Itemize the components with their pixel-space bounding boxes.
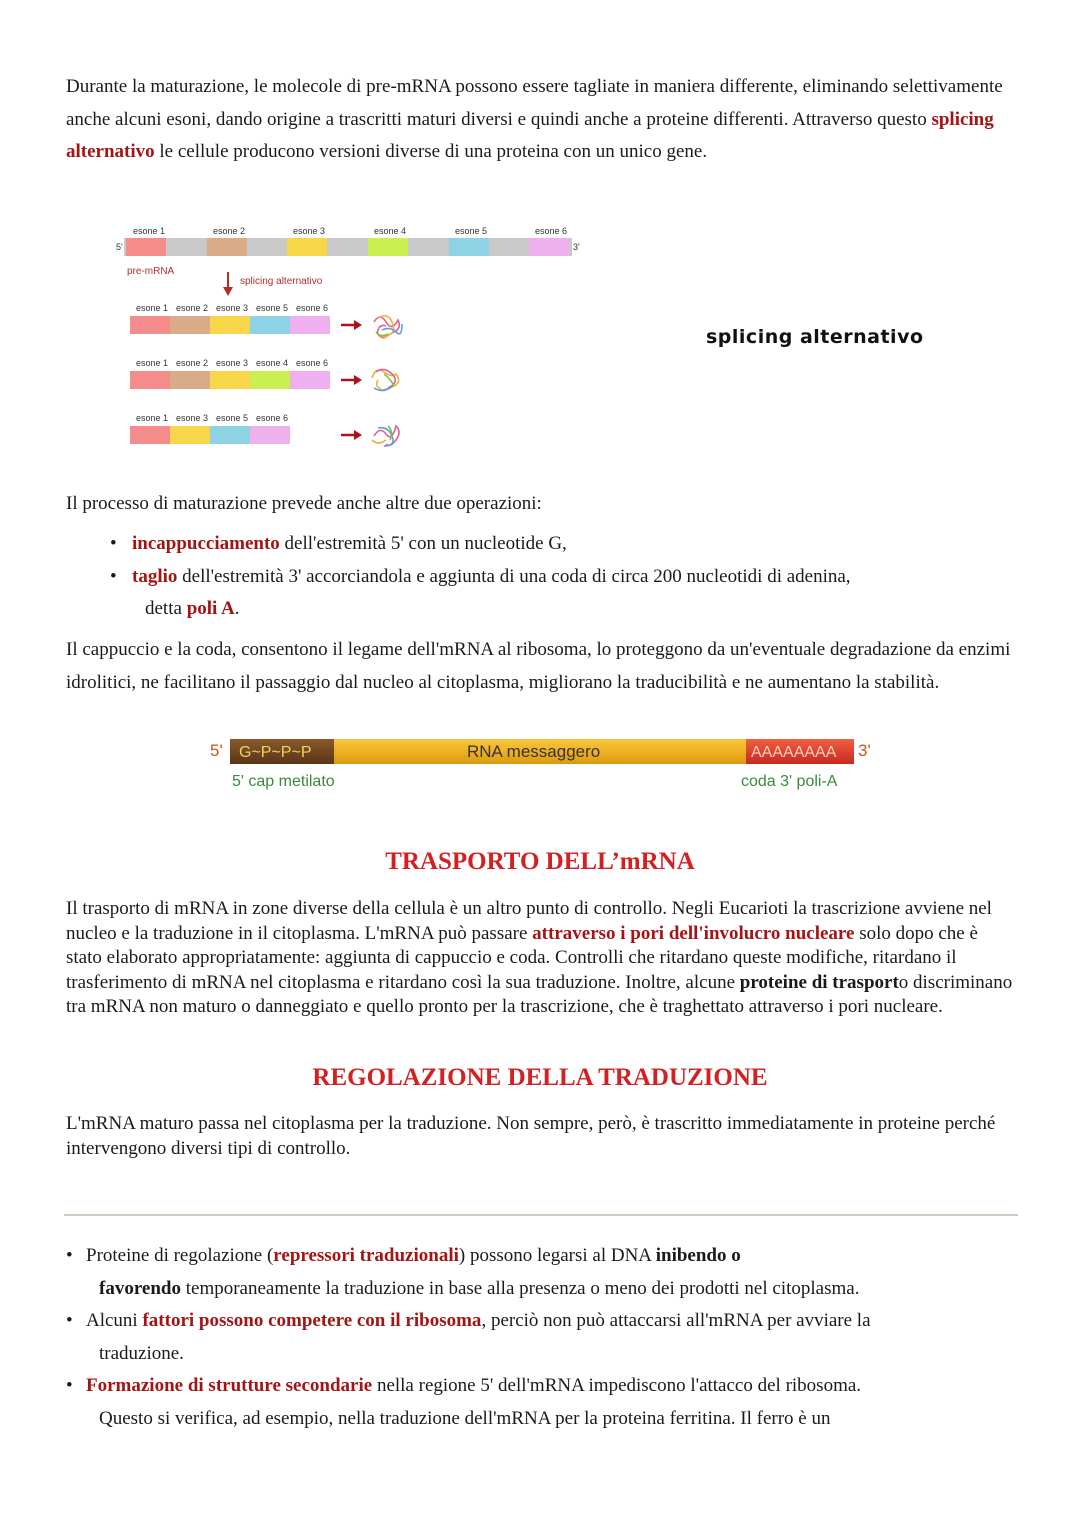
- list-item: • Proteine di regolazione (repressori traduzionali) possono legarsi al DNA inibendo o favorendo temporaneamente la traduzione in base alla presenza o meno dei prodotti nel citoplasma.: [66, 1245, 860, 1299]
- highlight-strutture: Formazione di strutture secondarie: [86, 1375, 373, 1396]
- variant3-exon: [210, 426, 250, 444]
- three-prime-label: 3': [573, 242, 580, 252]
- premrna-exon-1: [126, 238, 166, 256]
- highlight-repressori: repressori traduzionali: [273, 1245, 459, 1266]
- variant2-exon-label: esone 6: [296, 358, 329, 368]
- maturation-list: [112, 528, 1012, 626]
- variant1-exon: [250, 316, 290, 334]
- premrna-label: pre-mRNA: [127, 266, 175, 277]
- variant2-exon-label: esone 4: [256, 358, 289, 368]
- highlight-poli-a: poli A: [186, 598, 235, 619]
- text: temporaneamente la traduzione in base alla presenza o meno dei prodotti nel citoplasma.: [180, 1277, 860, 1299]
- variant3-exon: [250, 426, 290, 444]
- protein-icon: [372, 369, 399, 390]
- bold-text: inibendo o: [655, 1245, 741, 1266]
- premrna-bar: [124, 238, 572, 256]
- text: , perciò non può attaccarsi all'mRNA per avviare la: [481, 1310, 871, 1331]
- premrna-exon-6: [529, 238, 569, 256]
- text: traduzione.: [99, 1342, 184, 1364]
- divider: [64, 1214, 1018, 1216]
- bold-proteine-trasporto: proteine di trasport: [739, 971, 899, 993]
- arrow-icon: [341, 375, 362, 385]
- premrna-exon-label: esone 5: [455, 226, 488, 236]
- variant3-exon-label: esone 6: [256, 413, 289, 423]
- cap-text: G~P~P~P: [239, 744, 312, 761]
- variant1-exon-label: esone 2: [176, 303, 209, 313]
- text: detta: [145, 598, 187, 619]
- text: Alcuni: [86, 1310, 143, 1331]
- intro-paragraph: [66, 71, 1016, 169]
- variant2-exon: [170, 371, 210, 389]
- variant2-exon-label: esone 2: [176, 358, 209, 368]
- highlight-incappucciamento: incappucciamento: [132, 533, 280, 554]
- five-prime-label: 5': [210, 741, 223, 760]
- three-prime-label: 3': [858, 741, 871, 760]
- highlight-pori: attraverso i pori dell'involucro nucleare: [532, 922, 855, 944]
- list-item: • Formazione di strutture secondarie nella regione 5' dell'mRNA impediscono l'attacco del ribosoma. Questo si verifica, ad esempio, nella traduzione dell'mRNA per la proteina ferritina. Il ferro è un: [66, 1375, 862, 1429]
- cap-tail-paragraph: Il cappuccio e la coda, consentono il legame dell'mRNA al ribosoma, lo proteggono da un'eventuale degradazione da enzimi idrolitici, ne facilitano il passaggio dal nucleo al citoplasma, migliorano la traducibilità e ne aumentano la stabilità.: [66, 639, 1011, 693]
- variant3-exon-label: esone 1: [136, 413, 169, 423]
- premrna-exon-label: esone 1: [133, 226, 166, 236]
- heading-trasporto: TRASPORTO DELL’mRNA: [385, 848, 695, 875]
- text: o discriminano tra mRNA non maturo o danneggiato e quello pronto per la trascrizione, che è traghettato attraverso i pori nucleare.: [66, 971, 1013, 1017]
- cap-caption: 5' cap metilato: [232, 773, 335, 790]
- arrow-icon: [341, 430, 362, 440]
- mrna-body-text: RNA messaggero: [467, 742, 601, 761]
- variant2-exon: [290, 371, 330, 389]
- variant2-exon: [210, 371, 250, 389]
- mrna-diagram: [205, 736, 885, 796]
- text: nella regione 5' dell'mRNA impediscono l'attacco del ribosoma.: [372, 1375, 862, 1396]
- text: .: [234, 598, 240, 619]
- variant3-exon: [130, 426, 170, 444]
- tail-caption: coda 3' poli-A: [741, 773, 838, 790]
- regulation-list: [66, 1240, 1016, 1435]
- variant1-exon-label: esone 5: [256, 303, 289, 313]
- text: Proteine di regolazione (: [86, 1245, 274, 1266]
- text: dell'estremità 3' accorciandola e aggiunta di una coda di circa 200 nucleotidi di adenina,: [177, 565, 851, 587]
- premrna-exon-2: [207, 238, 247, 256]
- variant2-exon-label: esone 1: [136, 358, 169, 368]
- premrna-exon-label: esone 2: [213, 226, 246, 236]
- splicing-arrowhead: [223, 287, 233, 296]
- text: Durante la maturazione, le molecole di pre-mRNA possono essere tagliate in maniera differente, eliminando selettivamente anche alcuni esoni, dando origine a trascritti maturi diversi e quindi anche a proteine differenti. Attraverso questo: [66, 76, 1003, 130]
- variant3-exon-label: esone 3: [176, 413, 209, 423]
- highlight-splicing-alternativo: splicing alternativo: [66, 108, 994, 162]
- maturation-intro: Il processo di maturazione prevede anche altre due operazioni:: [66, 493, 542, 514]
- bold-text: favorendo: [99, 1277, 181, 1299]
- list-item: • incappucciamento dell'estremità 5' con un nucleotide G,: [110, 533, 567, 554]
- five-prime-label: 5': [116, 242, 123, 252]
- text: dell'estremità 5' con un nucleotide G,: [279, 533, 567, 554]
- variant1-exon: [210, 316, 250, 334]
- variant2-exon-label: esone 3: [216, 358, 249, 368]
- premrna-exon-label: esone 3: [293, 226, 326, 236]
- variant1-exon: [170, 316, 210, 334]
- list-item: • Alcuni fattori possono competere con il ribosoma, perciò non può attaccarsi all'mRNA per avviare la traduzione.: [66, 1310, 871, 1364]
- variant1-exon: [290, 316, 330, 334]
- splicing-arrow-label: splicing alternativo: [240, 276, 323, 287]
- text: Il trasporto di mRNA in zone diverse della cellula è un altro punto di controllo. Negli Eucarioti la trascrizione avviene nel nucleo e la traduzione in il citoplasma. L'mRNA può passare: [66, 898, 992, 944]
- text: Questo si verifica, ad esempio, nella traduzione dell'mRNA per la proteina ferritina. Il ferro è un: [99, 1407, 831, 1429]
- text: ) possono legarsi al DNA: [458, 1245, 656, 1266]
- variant3-exon-label: esone 5: [216, 413, 249, 423]
- text: le cellule producono versioni diverse di una proteina con un unico gene.: [154, 141, 708, 162]
- premrna-exon-3: [287, 238, 327, 256]
- variant1-exon-label: esone 3: [216, 303, 249, 313]
- transport-paragraph: [66, 897, 1016, 1020]
- arrow-icon: [341, 320, 362, 330]
- splicing-caption: splicing alternativo: [706, 326, 924, 348]
- tail-text: AAAAAAAA: [751, 744, 837, 761]
- regulation-paragraph: L'mRNA maturo passa nel citoplasma per la traduzione. Non sempre, però, è trascritto immediatamente in proteine perché intervengono diversi tipi di controllo.: [66, 1113, 996, 1159]
- variant1-exon-label: esone 1: [136, 303, 169, 313]
- protein-icon: [374, 316, 402, 338]
- premrna-exon-label: esone 4: [374, 226, 407, 236]
- highlight-taglio: taglio: [132, 565, 178, 587]
- variant1-exon: [130, 316, 170, 334]
- list-item: • taglio dell'estremità 3' accorciandola e aggiunta di una coda di circa 200 nucleotidi di adenina, detta poli A.: [110, 565, 851, 619]
- premrna-exon-5: [449, 238, 489, 256]
- variant3-exon: [170, 426, 210, 444]
- variant2-exon: [130, 371, 170, 389]
- premrna-exon-label: esone 6: [535, 226, 568, 236]
- protein-icon: [372, 426, 399, 446]
- heading-regolazione: REGOLAZIONE DELLA TRADUZIONE: [312, 1064, 768, 1091]
- highlight-fattori: fattori possono competere con il ribosoma: [142, 1310, 482, 1331]
- splicing-diagram: [112, 222, 582, 457]
- premrna-exon-4: [368, 238, 408, 256]
- variant1-exon-label: esone 6: [296, 303, 329, 313]
- variant2-exon: [250, 371, 290, 389]
- text: solo dopo che è stato elaborato appropriatamente: aggiunta di cappuccio e coda. Controlli che ritardano queste modifiche, ritardano il trasferimento di mRNA nel citoplasma e ritardano così la sua traduzione. Inoltre, alcune: [66, 922, 978, 993]
